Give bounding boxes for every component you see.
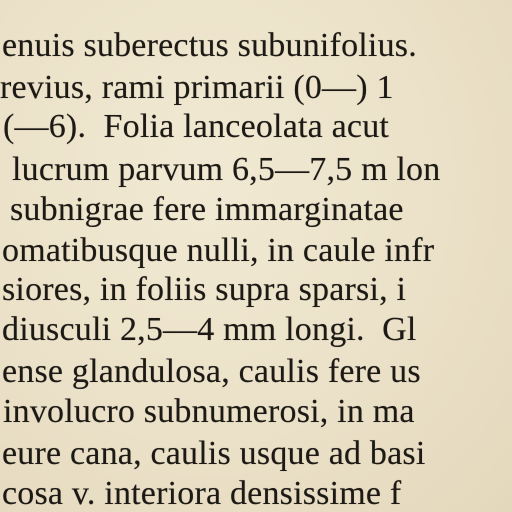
- text-line-9: ense glandulosa, caulis fere us: [2, 353, 421, 390]
- text-line-12: cosa v. interiora densissime f: [2, 475, 402, 512]
- text-line-8: diusculi 2,5—4 mm longi. Gl: [2, 311, 417, 348]
- text-line-3: (—6). Folia lanceolata acut: [3, 108, 390, 145]
- text-line-7: siores, in foliis supra sparsi, i: [2, 271, 407, 308]
- text-line-1: enuis suberectus subunifolius.: [2, 27, 417, 64]
- text-line-2: revius, rami primarii (0—) 1: [0, 69, 394, 106]
- text-line-5: subnigrae fere immarginatae: [10, 191, 404, 228]
- text-line-6: omatibusque nulli, in caule infr: [2, 232, 435, 269]
- text-line-11: eure cana, caulis usque ad basi: [2, 435, 426, 472]
- text-line-4: lucrum parvum 6,5—7,5 m lon: [12, 151, 441, 188]
- text-line-10: involucro subnumerosi, in ma: [3, 393, 415, 430]
